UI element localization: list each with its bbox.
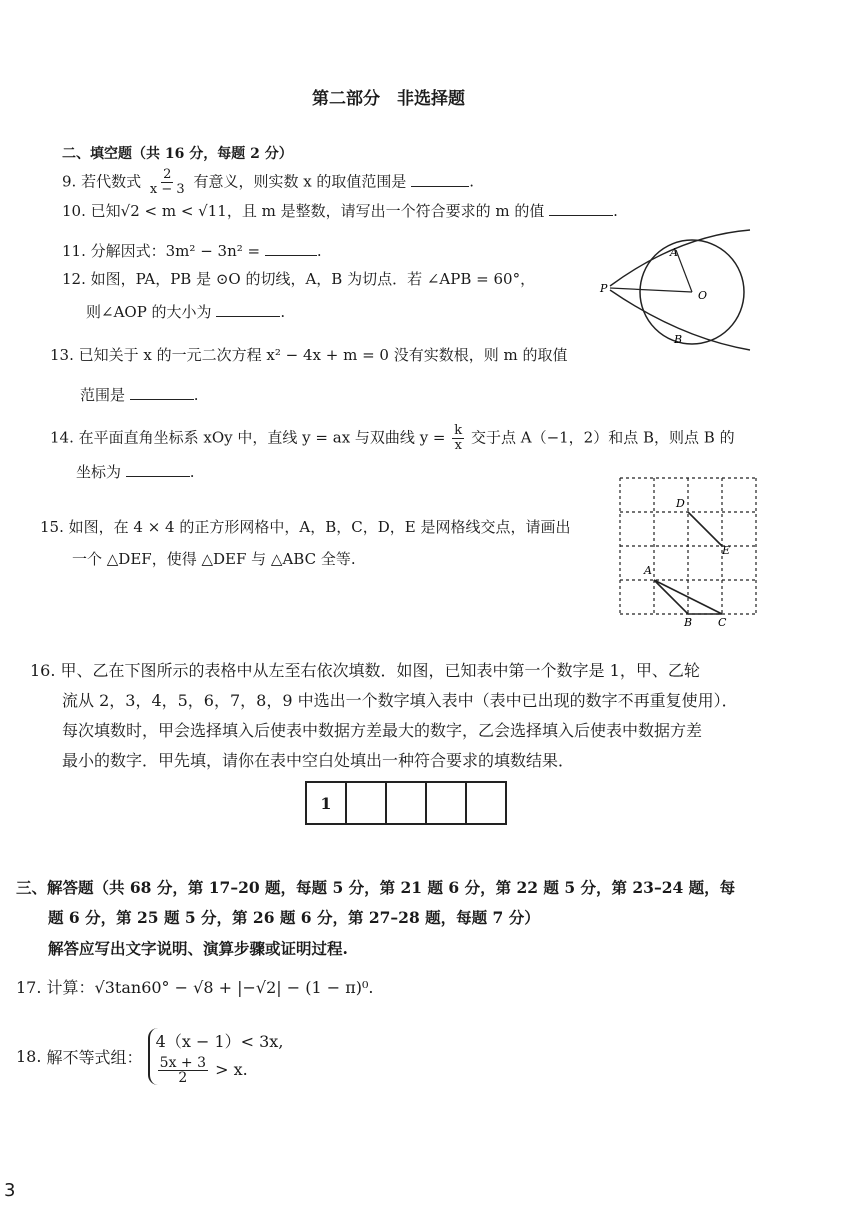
triangle-abc bbox=[654, 580, 722, 614]
question-10: 10. 已知√2 < m < √11，且 m 是整数，请写出一个符合要求的 m 的值 . bbox=[62, 202, 618, 220]
question-17: 17. 计算：√3tan60° − √8 + |−√2| − (1 − π)⁰. bbox=[16, 978, 374, 997]
question-14: 14. 在平面直角坐标系 xOy 中，直线 y = ax 与双曲线 y = $\frac{k}{x}$ 交于点 A（−1，2）和点 B，则点 B 的 bbox=[50, 423, 735, 453]
inequality-system bbox=[148, 1028, 284, 1085]
question-14-line2: 坐标为 . bbox=[76, 463, 195, 481]
table-cell[interactable] bbox=[386, 782, 426, 824]
question-number: 10. bbox=[62, 202, 86, 220]
answer-blank[interactable] bbox=[130, 398, 194, 400]
fraction: $\frac{5x + 3}{2}$ bbox=[159, 1055, 206, 1086]
table-cell[interactable] bbox=[346, 782, 386, 824]
question-number: 18. bbox=[16, 1047, 42, 1066]
section-heading-line2: 题 6 分，第 25 题 5 分，第 26 题 6 分，第 27–28 题，每题 7 分） bbox=[48, 908, 540, 927]
fill-number-table bbox=[305, 781, 507, 825]
answer-blank[interactable] bbox=[411, 185, 469, 187]
section-instruction: 解答应写出文字说明、演算步骤或证明过程. bbox=[48, 939, 348, 958]
fraction: $\frac{2}{x - 3}$ bbox=[149, 167, 185, 197]
question-number: 14. bbox=[50, 428, 74, 447]
question-16-line3: 每次填数时，甲会选择填入后使表中数据方差最大的数字，乙会选择填入后使表中数据方差 bbox=[62, 721, 703, 740]
part-title: 第二部分 非选择题 bbox=[312, 89, 465, 109]
question-number: 17. bbox=[16, 978, 42, 997]
label-b: B bbox=[684, 616, 693, 629]
question-number: 9. bbox=[62, 172, 77, 191]
table-cell[interactable] bbox=[426, 782, 466, 824]
question-18: 18. 解不等式组： 4（x − 1）< 3x, $\frac{5x + 3}{2}$ > x. bbox=[16, 1028, 283, 1085]
page-number: 3 bbox=[4, 1180, 16, 1201]
question-number: 12. bbox=[62, 270, 86, 288]
question-12: 12. 如图，PA，PB 是 ⊙O 的切线，A，B 为切点．若 ∠APB = 60°， bbox=[62, 270, 536, 288]
segment-po bbox=[610, 288, 692, 292]
tangent-circle-figure bbox=[590, 228, 770, 353]
inequality-1: 4（x − 1）< 3x, bbox=[155, 1032, 284, 1051]
question-16-line2: 流从 2，3，4，5，6，7，8，9 中选出一个数字填入表中（表中已出现的数字不再重复使用）． bbox=[62, 691, 738, 710]
label-c: C bbox=[718, 616, 727, 629]
question-16-line4: 最小的数字．甲先填，请你在表中空白处填出一种符合要求的填数结果． bbox=[62, 751, 575, 770]
segment-ao bbox=[676, 250, 692, 292]
section-heading: 三、解答题（共 68 分，第 17–20 题，每题 5 分，第 21 题 6 分，第 22 题 5 分，第 23–24 题，每 bbox=[16, 878, 736, 897]
fraction: $\frac{k}{x}$ bbox=[454, 423, 463, 453]
grid-figure[interactable] bbox=[612, 470, 772, 630]
inequality-2: $\frac{5x + 3}{2}$ > x. bbox=[159, 1055, 248, 1086]
section-heading: 二、填空题（共 16 分，每题 2 分） bbox=[62, 146, 293, 162]
question-15: 15. 如图，在 4 × 4 的正方形网格中，A，B，C，D，E 是网格线交点，请画出 bbox=[40, 518, 571, 536]
question-13-line2: 范围是 . bbox=[80, 386, 199, 404]
question-12-line2: 则∠AOP 的大小为 . bbox=[86, 303, 286, 321]
table-cell: 1 bbox=[306, 782, 346, 824]
answer-blank[interactable] bbox=[216, 315, 280, 317]
question-number: 11. bbox=[62, 242, 86, 260]
answer-blank[interactable] bbox=[126, 475, 190, 477]
tangent-line-pa bbox=[610, 230, 750, 286]
question-15-line2: 一个 △DEF，使得 △DEF 与 △ABC 全等. bbox=[72, 550, 356, 568]
table-cell[interactable] bbox=[466, 782, 506, 824]
question-9: 9. 若代数式 $\frac{2}{x - 3}$ 有意义，则实数 x 的取值范围是 . bbox=[62, 167, 474, 197]
question-16: 16. 甲、乙在下图所示的表格中从左至右依次填数．如图，已知表中第一个数字是 1，甲、乙轮 bbox=[30, 661, 700, 680]
label-a: A bbox=[670, 246, 678, 259]
label-d: D bbox=[676, 497, 685, 510]
answer-blank[interactable] bbox=[549, 214, 613, 216]
label-a: A bbox=[644, 564, 652, 577]
question-number: 16. bbox=[30, 661, 56, 680]
answer-blank[interactable] bbox=[265, 254, 317, 256]
label-e: E bbox=[722, 544, 731, 557]
label-o: O bbox=[698, 289, 708, 302]
question-11: 11. 分解因式：3m² − 3n² = . bbox=[62, 242, 322, 260]
label-p: P bbox=[600, 282, 608, 295]
label-b: B bbox=[674, 333, 683, 346]
question-number: 15. bbox=[40, 518, 64, 536]
question-number: 13. bbox=[50, 346, 74, 364]
question-13: 13. 已知关于 x 的一元二次方程 x² − 4x + m = 0 没有实数根，则 m 的取值 bbox=[50, 346, 568, 364]
segment-de bbox=[688, 512, 722, 546]
dashed-grid bbox=[620, 478, 756, 614]
